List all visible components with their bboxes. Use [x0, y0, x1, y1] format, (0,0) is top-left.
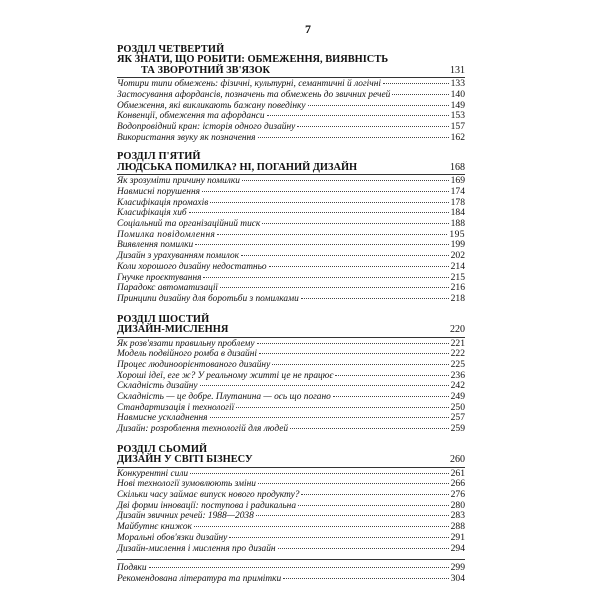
page-number: 7	[305, 22, 311, 36]
divider	[117, 559, 465, 560]
toc-entry: Виявлення помилки 199	[117, 239, 465, 251]
toc-entry: Дизайн з урахуванням помилок 202	[117, 250, 465, 262]
chapter-label: РОЗДІЛ П'ЯТИЙ	[117, 151, 201, 163]
chapter-title-line: ДИЗАЙН-МИСЛЕННЯ	[117, 324, 229, 336]
toc-entry: Модель подвійного ромба в дизайні 222	[117, 348, 465, 360]
toc-entry: Нові технології зумовлюють зміни 266	[117, 478, 465, 490]
toc-entry: Застосування афордансів, позначень та обмежень до звичних речей 140	[117, 88, 465, 100]
chapter-label: РОЗДІЛ ЧЕТВЕРТИЙ	[117, 44, 225, 55]
chapter-title-line: ДИЗАЙН У СВІТІ БІЗНЕСУ	[117, 454, 253, 466]
toc-entry: Навмисні порушення 174	[117, 185, 465, 197]
toc-entry: Рекомендована література та примітки 304	[117, 572, 465, 584]
toc-entry: Хороші ідеї, еге ж? У реальному житті це не працює 236	[117, 369, 465, 381]
divider	[117, 174, 465, 175]
toc-entry: Водопровідний кран: історія одного дизайну 157	[117, 121, 465, 133]
toc-entry: Використання звуку як позначення 162	[117, 131, 465, 143]
toc-entry: Парадокс автоматизації 216	[117, 282, 465, 294]
toc-entry: Класифікація промахів 178	[117, 196, 465, 208]
toc-entry: Навмисне ускладнення 257	[117, 412, 465, 424]
toc-entry: Як розв'язати правильну проблему 221	[117, 337, 465, 349]
toc-entry: Дизайн-мислення і мислення про дизайн 294	[117, 542, 465, 554]
toc-entry: Стандартизація і технології 250	[117, 401, 465, 413]
toc-entry: Помилка повідомлення 195	[117, 228, 465, 240]
toc-entry: Складність — це добре. Плутанина — ось що погано 249	[117, 391, 465, 403]
toc-entry: Процес людиноорієнтованого дизайну 225	[117, 358, 465, 370]
chapter-title	[117, 163, 465, 173]
chapter-page: 168	[450, 161, 465, 173]
toc-entry: Дві форми інновації: поступова і радикальна 280	[117, 499, 465, 511]
chapter-seven	[117, 445, 465, 554]
chapter-title	[117, 325, 465, 335]
toc-entry: Скільки часу займає випуск нового продукту? 276	[117, 489, 465, 501]
toc-entry: Гнучке проєктування 215	[117, 271, 465, 283]
divider	[117, 467, 465, 468]
toc-entry: Коли хорошого дизайну недостатньо 214	[117, 260, 465, 272]
toc-entry: Подяки 299	[117, 562, 465, 574]
chapter-title	[117, 55, 465, 76]
toc-entry: Як зрозуміти причину помилки 169	[117, 175, 465, 187]
toc-entry: Обмеження, які викликають бажану поведінку 149	[117, 99, 465, 111]
chapter-title-line: ЛЮДСЬКА ПОМИЛКА? НІ, ПОГАНИЙ ДИЗАЙН	[117, 161, 358, 173]
back-matter	[117, 563, 465, 584]
chapter-page: 260	[450, 454, 465, 466]
toc-entry: Соціальний та організаційний тиск 188	[117, 218, 465, 230]
toc-entry: Моральні обов'язки дизайну 291	[117, 531, 465, 543]
toc-entry: Складність дизайну 242	[117, 380, 465, 392]
divider	[117, 337, 465, 338]
chapter-page: 220	[450, 324, 465, 336]
toc-entry: Конвенції, обмеження та афорданси 153	[117, 110, 465, 122]
chapter-label: РОЗДІЛ ШОСТИЙ	[117, 313, 210, 325]
chapter-label: РОЗДІЛ СЬОМИЙ	[117, 443, 208, 455]
chapter-four	[117, 45, 465, 143]
chapter-title	[117, 455, 465, 465]
chapter-title-line: ЯК ЗНАТИ, ЩО РОБИТИ: ОБМЕЖЕННЯ, ВИЯВНІСТЬ	[117, 54, 389, 66]
toc-entry: Дизайн: розроблення технологій для людей 259	[117, 423, 465, 435]
chapter-page: 131	[450, 64, 465, 76]
chapter-title-line: ТА ЗВОРОТНИЙ ЗВ'ЯЗОК	[141, 64, 271, 76]
chapter-five	[117, 152, 465, 304]
toc-entry: Чотири типи обмежень: фізичні, культурні, семантичні й логічні 133	[117, 78, 465, 90]
toc-entry: Дизайн звичних речей: 1988—2038 283	[117, 510, 465, 522]
toc-entry: Класифікація хиб 184	[117, 207, 465, 219]
chapter-six	[117, 315, 465, 435]
toc-entry: Майбутнє книжок 288	[117, 521, 465, 533]
toc-entry: Конкурентні сили 261	[117, 467, 465, 479]
toc-entry: Принципи дизайну для боротьби з помилками 218	[117, 292, 465, 304]
table-of-contents	[117, 45, 465, 585]
